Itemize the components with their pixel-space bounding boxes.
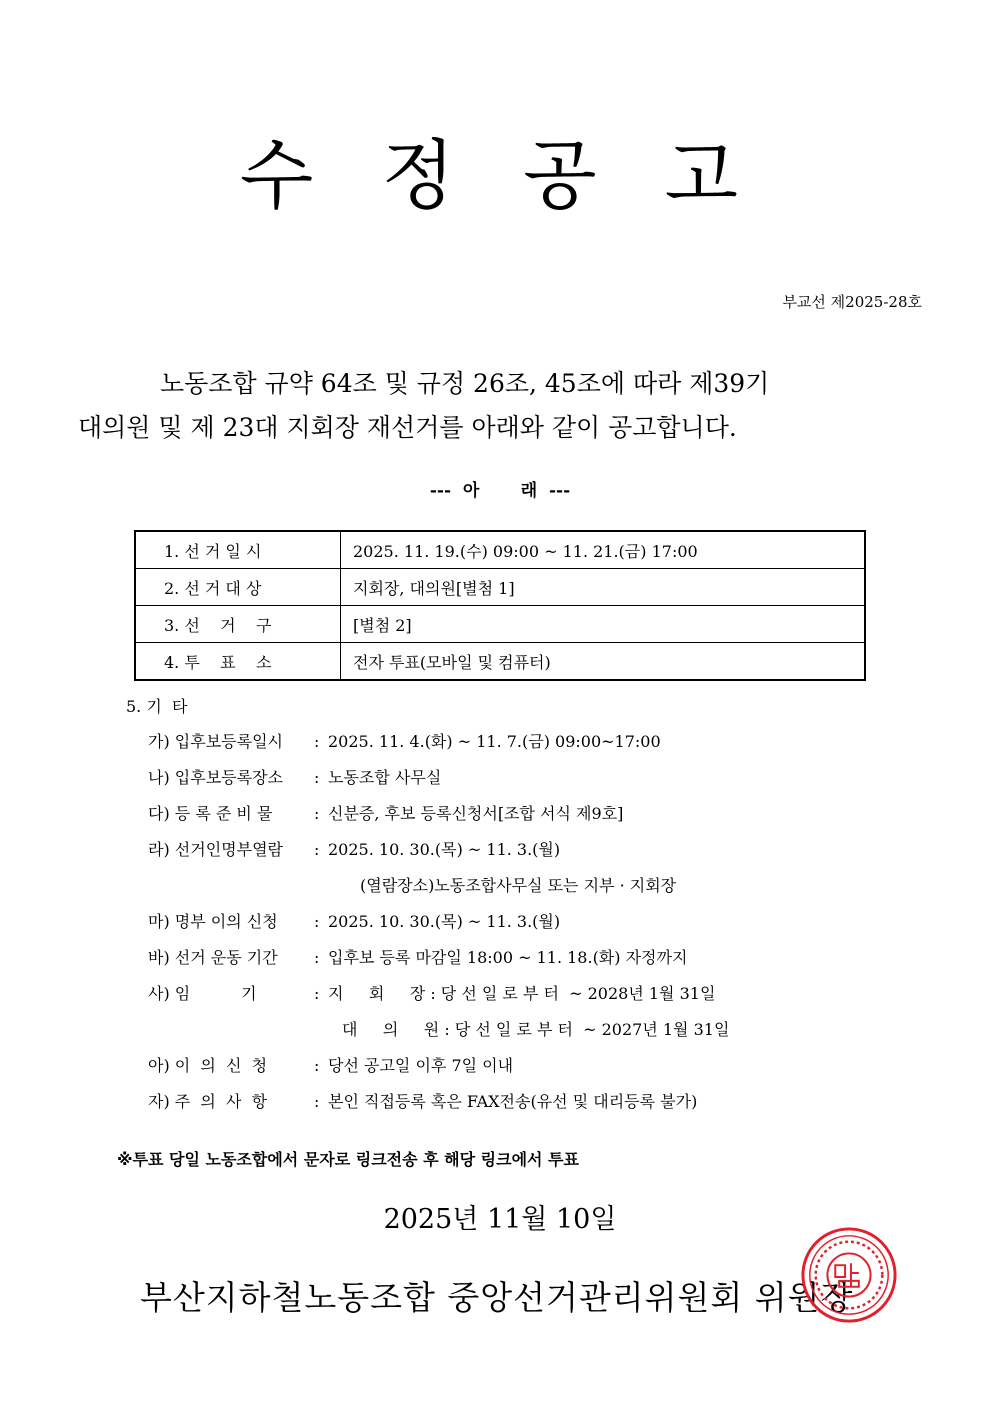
list-item: 바) 선거 운동 기간 : 입후보 등록 마감일 18:00 ~ 11. 18.(화) 자정까지 — [148, 940, 908, 976]
document-number: 부교선 제2025-28호 — [782, 293, 922, 311]
table-value: [별첨 2] — [341, 606, 866, 643]
table-key: 4. 투 표 소 — [135, 643, 341, 681]
table-value: 전자 투표(모바일 및 컴퓨터) — [341, 643, 866, 681]
item-value: 2025. 11. 4.(화) ~ 11. 7.(금) 09:00~17:00 — [328, 732, 661, 751]
table-key: 3. 선 거 구 — [135, 606, 341, 643]
table-key: 2. 선 거 대 상 — [135, 569, 341, 606]
item-value: 대 의 원 : 당 선 일 로 부 터 ~ 2027년 1월 31일 — [342, 1020, 730, 1039]
etc-items-list — [148, 724, 908, 1120]
intro-line-2: 대의원 및 제 23대 지회장 재선거를 아래와 같이 공고합니다. — [78, 413, 737, 442]
table-row — [135, 569, 865, 606]
table-value: 지회장, 대의원[별첨 1] — [341, 569, 866, 606]
issuing-organization: 부산지하철노동조합 중앙선거관리위원회 위원장 — [140, 1278, 854, 1317]
table-key: 1. 선 거 일 시 — [135, 531, 341, 569]
item-label: 아) 이 의 신 청 — [148, 1056, 268, 1075]
list-item: 가) 입후보등록일시 : 2025. 11. 4.(화) ~ 11. 7.(금) 09:00~17:00 — [148, 724, 908, 760]
election-info-table — [134, 530, 866, 681]
list-item: 자) 주 의 사 항 : 본인 직접등록 혹은 FAX전송(유선 및 대리등록 불가) — [148, 1084, 908, 1120]
list-item: 마) 명부 이의 신청 : 2025. 10. 30.(목) ~ 11. 3.(월) — [148, 904, 908, 940]
item-label: 다) 등 록 준 비 물 — [148, 804, 273, 823]
official-seal-icon — [800, 1226, 898, 1324]
item-value: 노동조합 사무실 — [328, 768, 442, 787]
list-item: 라) 선거인명부열람 : 2025. 10. 30.(목) ~ 11. 3.(월) — [148, 832, 908, 868]
list-item — [148, 868, 908, 904]
item-value: 지 회 장 : 당 선 일 로 부 터 ~ 2028년 1월 31일 — [328, 984, 716, 1003]
item-value: 입후보 등록 마감일 18:00 ~ 11. 18.(화) 자정까지 — [328, 948, 688, 967]
item-label: 나) 입후보등록장소 — [148, 768, 283, 787]
intro-paragraph — [78, 362, 922, 450]
item-value: 당선 공고일 이후 7일 이내 — [328, 1056, 514, 1075]
list-item: 아) 이 의 신 청 : 당선 공고일 이후 7일 이내 — [148, 1048, 908, 1084]
below-marker: --- 아 래 --- — [429, 481, 571, 501]
issue-date: 2025년 11월 10일 — [383, 1204, 617, 1235]
item-label: 사) 임 기 — [148, 984, 257, 1003]
item-label: 가) 입후보등록일시 — [148, 732, 283, 751]
page-title: 수 정 공 고 — [239, 131, 761, 220]
intro-line-1: 노동조합 규약 64조 및 규정 26조, 45조에 따라 제39기 — [160, 369, 770, 398]
table-row — [135, 531, 865, 569]
item-label — [148, 1012, 314, 1048]
list-item: 다) 등 록 준 비 물 : 신분증, 후보 등록신청서[조합 서식 제9호] — [148, 796, 908, 832]
item-label: 라) 선거인명부열람 — [148, 840, 283, 859]
item-value: 2025. 10. 30.(목) ~ 11. 3.(월) — [328, 912, 561, 931]
list-item: 사) 임 기 : 지 회 장 : 당 선 일 로 부 터 ~ 2028년 1월 31일 — [148, 976, 908, 1012]
etc-heading: 5. 기 타 — [126, 697, 188, 716]
table-row — [135, 606, 865, 643]
item-value: 2025. 10. 30.(목) ~ 11. 3.(월) — [328, 840, 561, 859]
item-label — [148, 868, 314, 904]
item-label: 자) 주 의 사 항 — [148, 1092, 268, 1111]
item-label: 바) 선거 운동 기간 — [148, 948, 278, 967]
item-value: (열람장소)노동조합사무실 또는 지부 · 지회장 — [360, 876, 677, 895]
table-row — [135, 643, 865, 681]
table-value: 2025. 11. 19.(수) 09:00 ~ 11. 21.(금) 17:00 — [341, 531, 866, 569]
voting-notice: ※투표 당일 노동조합에서 문자로 링크전송 후 해당 링크에서 투표 — [117, 1150, 579, 1169]
item-label: 마) 명부 이의 신청 — [148, 912, 278, 931]
list-item — [148, 1012, 908, 1048]
item-value: 신분증, 후보 등록신청서[조합 서식 제9호] — [328, 804, 624, 823]
list-item: 나) 입후보등록장소 : 노동조합 사무실 — [148, 760, 908, 796]
item-value: 본인 직접등록 혹은 FAX전송(유선 및 대리등록 불가) — [328, 1092, 698, 1111]
